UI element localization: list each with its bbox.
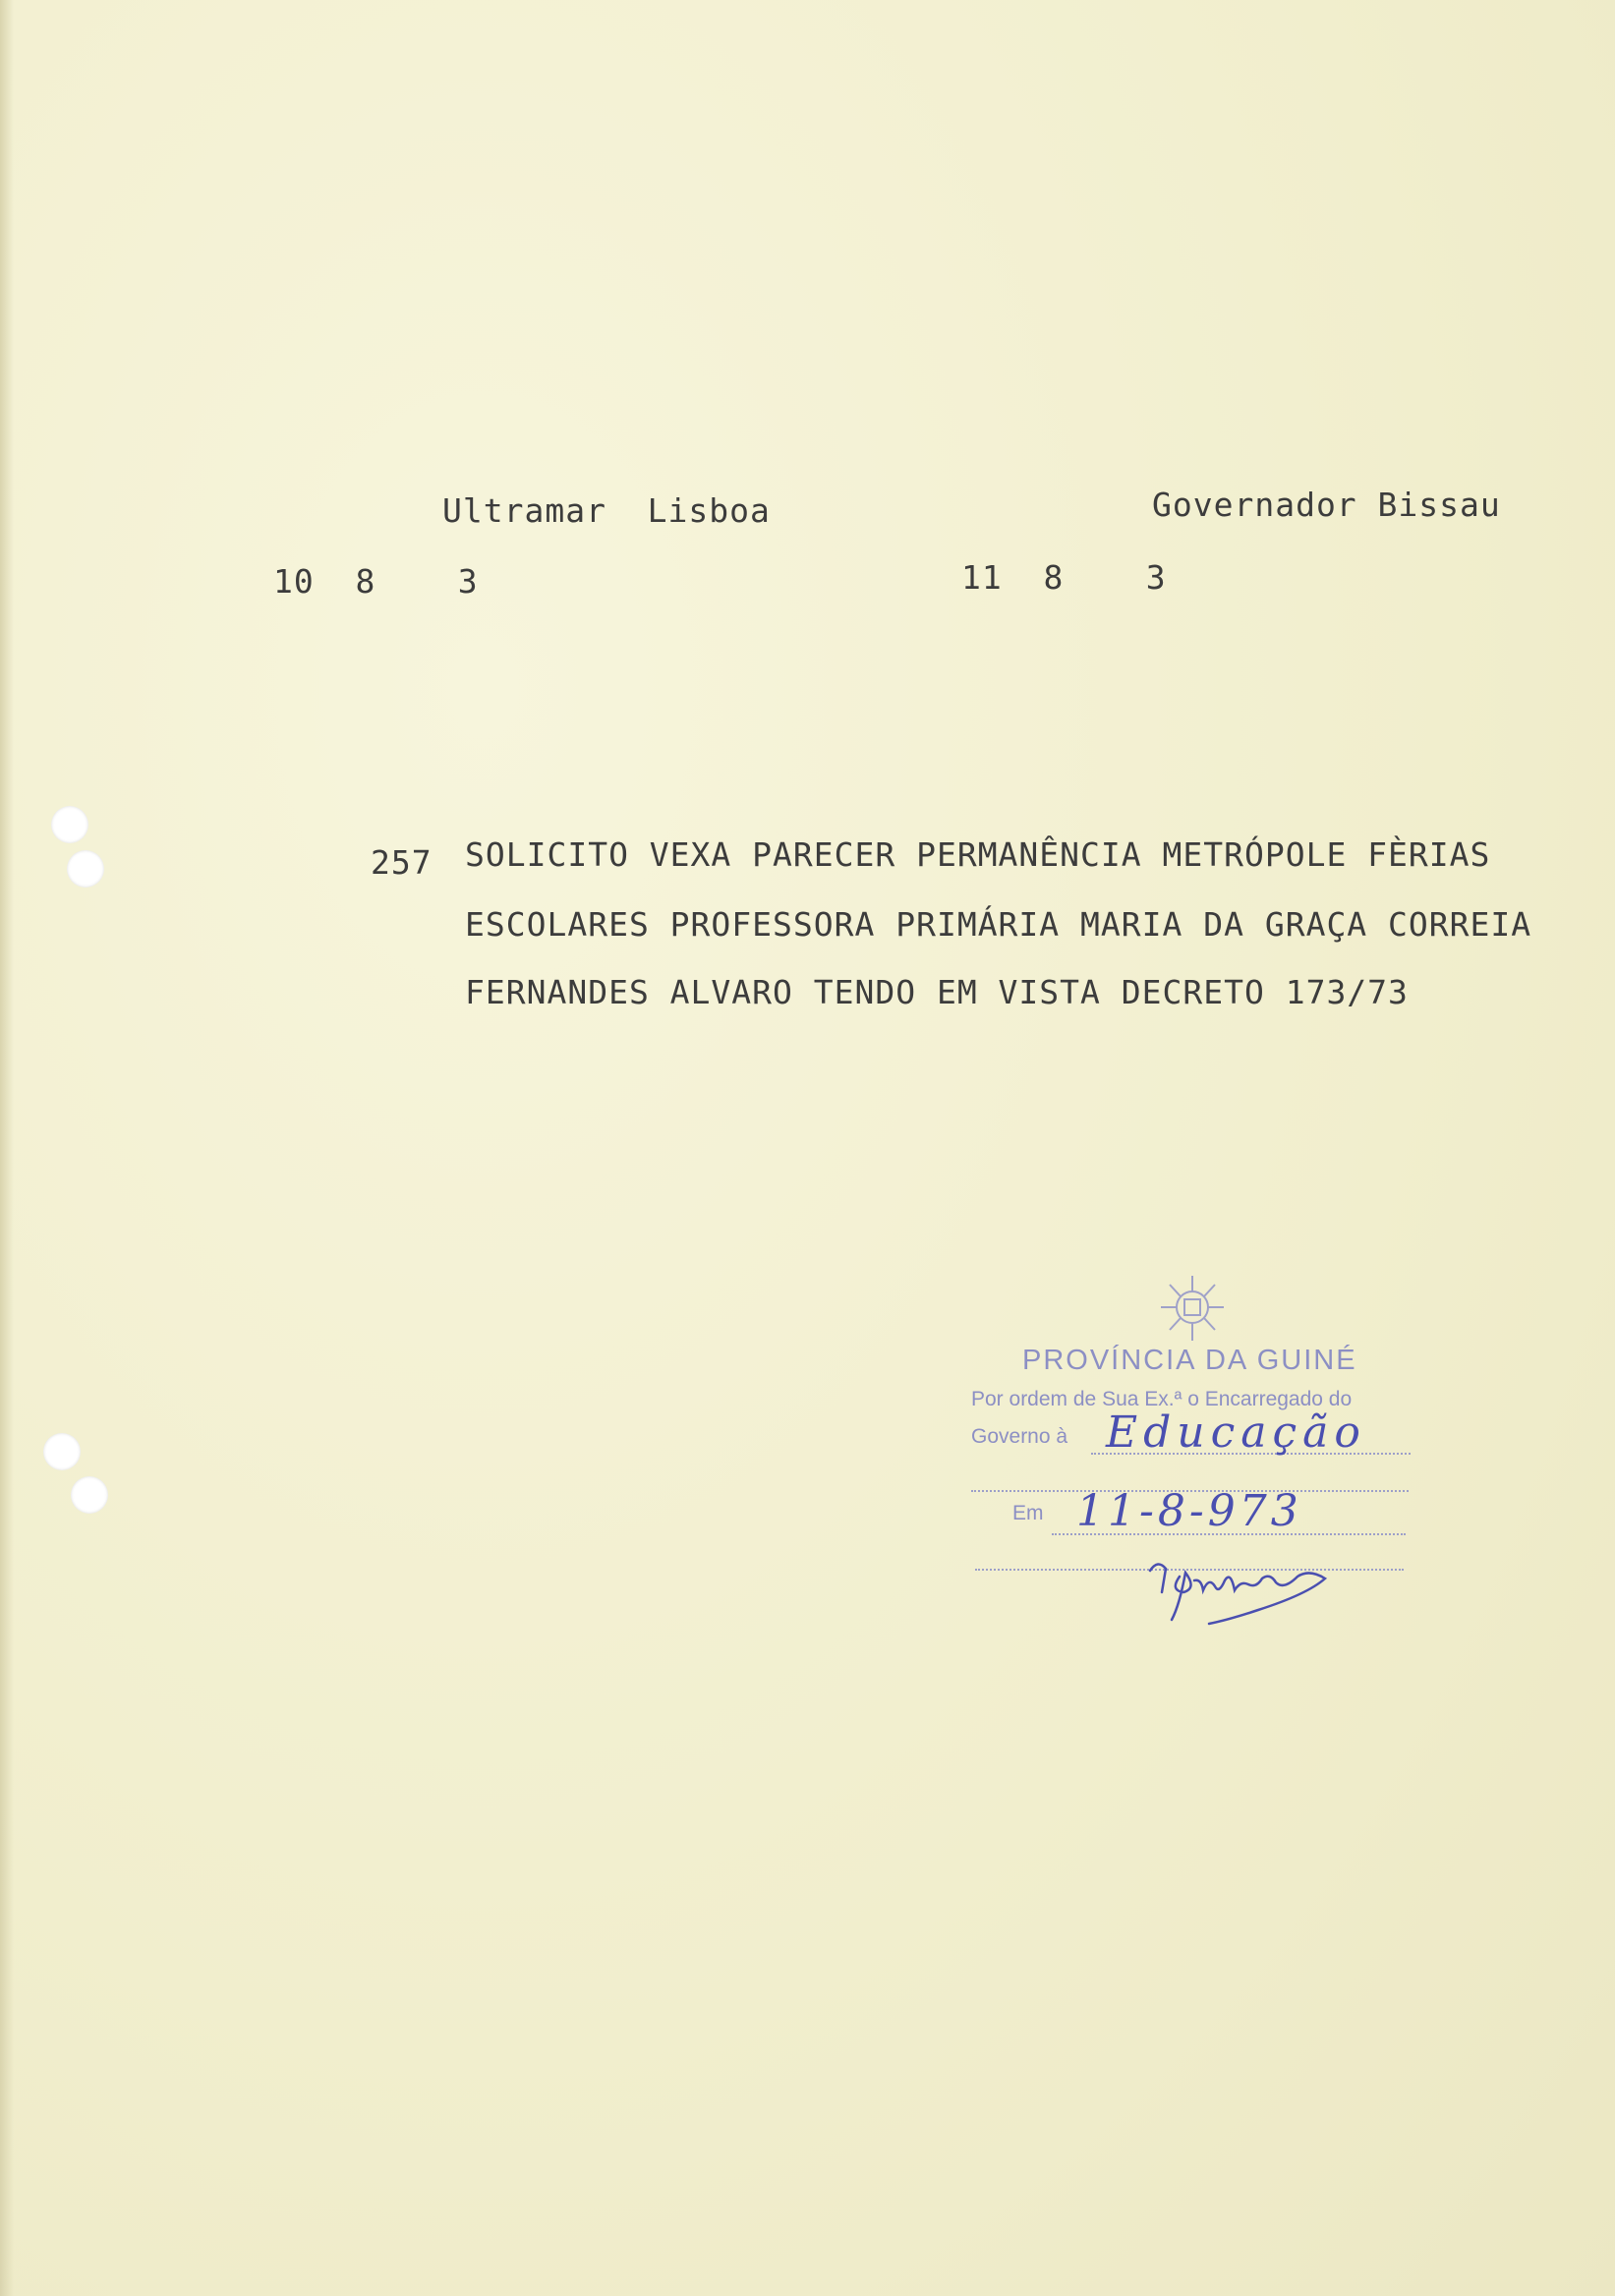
coat-of-arms-icon xyxy=(1148,1270,1237,1349)
handwritten-department: Educação xyxy=(1106,1407,1366,1458)
punch-hole xyxy=(67,850,104,888)
punch-hole xyxy=(71,1476,108,1514)
destination-date: 11 8 3 xyxy=(961,558,1167,597)
origin-date: 10 8 3 xyxy=(273,562,479,601)
stamp-title: PROVÍNCIA DA GUINÉ xyxy=(1022,1345,1357,1376)
punch-hole xyxy=(43,1433,81,1470)
destination-label: Governador Bissau xyxy=(1152,486,1501,524)
message-number: 257 xyxy=(371,843,433,882)
stamp-governo-label: Governo à xyxy=(971,1425,1068,1448)
origin-label: Ultramar Lisboa xyxy=(442,491,771,530)
message-line-1: SOLICITO VEXA PARECER PERMANÊNCIA METRÓPOLE FÈRIAS xyxy=(465,835,1491,874)
stamp-em-label: Em xyxy=(1012,1502,1044,1524)
paper-edge xyxy=(0,0,14,2296)
punch-hole xyxy=(51,806,88,843)
message-line-3: FERNANDES ALVARO TENDO EM VISTA DECRETO 173/73 xyxy=(465,973,1409,1011)
handwritten-date: 11-8-973 xyxy=(1076,1486,1302,1536)
message-line-2: ESCOLARES PROFESSORA PRIMÁRIA MARIA DA GRAÇA CORREIA xyxy=(465,905,1532,944)
stamp-order-text: Por ordem de Sua Ex.ª o Encarregado do xyxy=(971,1388,1353,1410)
signature-image xyxy=(1140,1551,1337,1630)
